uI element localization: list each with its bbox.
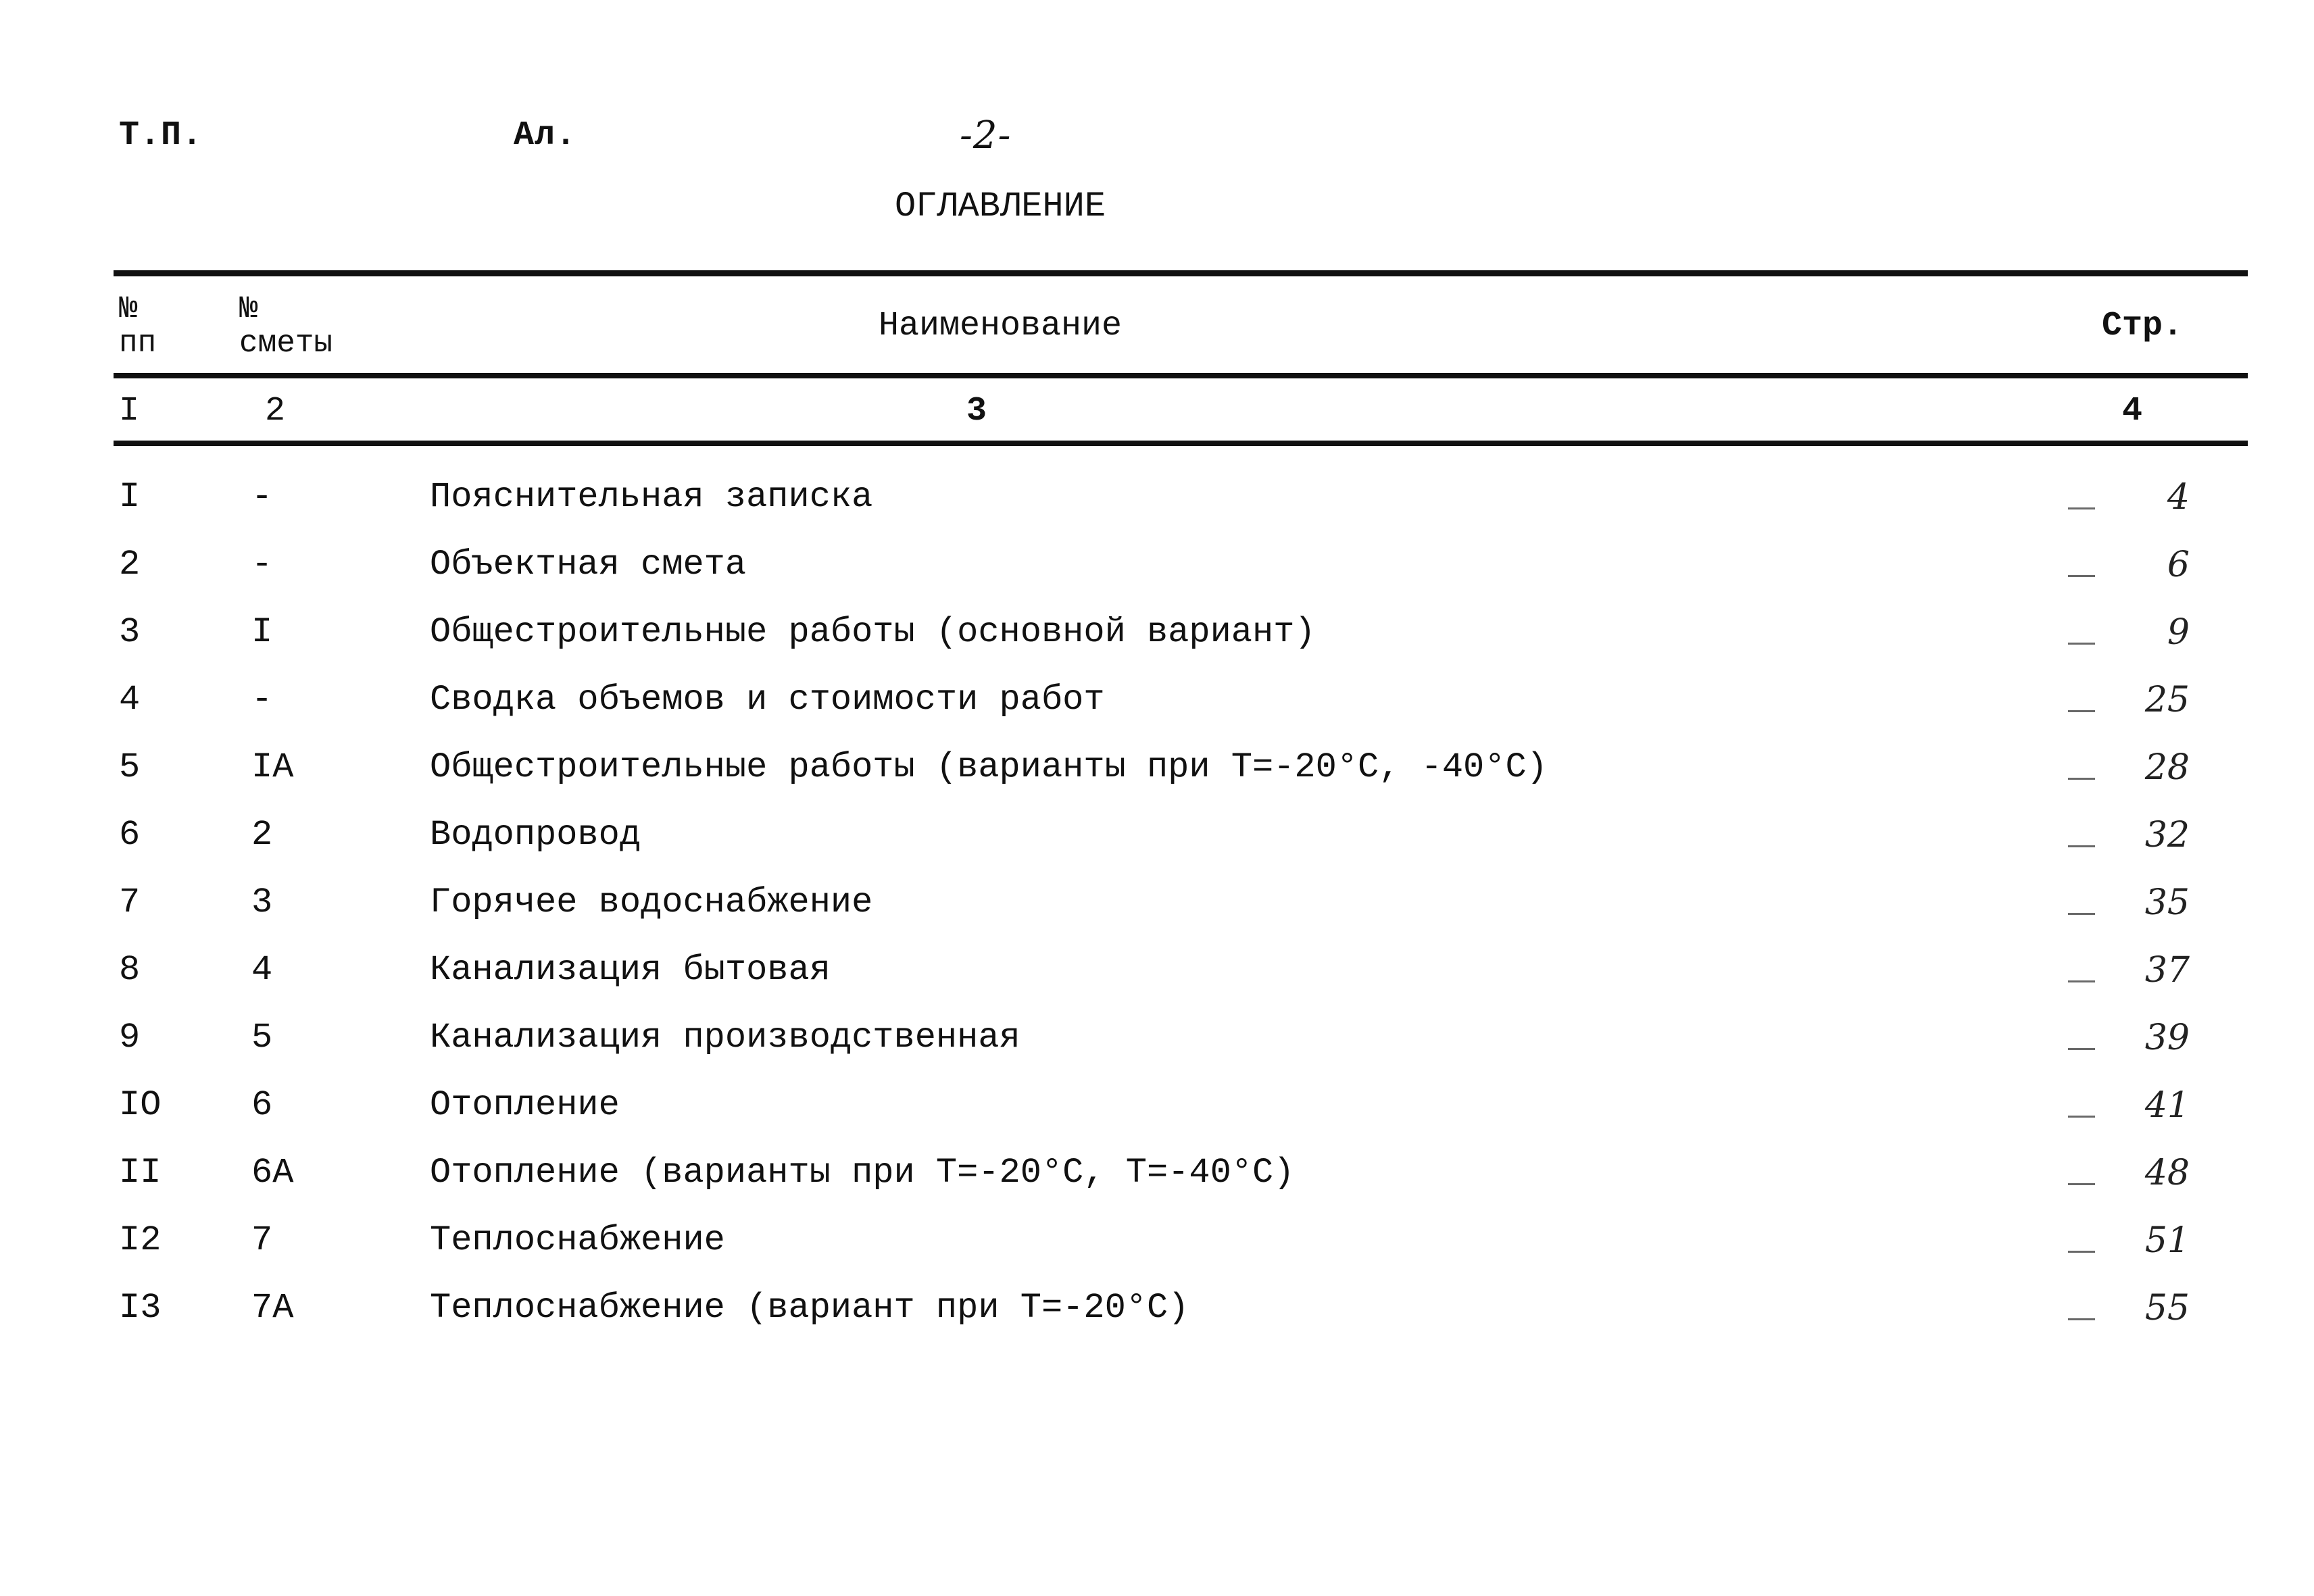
header-page-number: -2- [960, 114, 1012, 157]
row-page: 37 [2054, 950, 2190, 991]
column-number-4: 4 [2122, 392, 2143, 430]
row-number: 9 [119, 1018, 141, 1057]
row-title: Теплоснабжение (вариант при Т=-20°С) [430, 1288, 1189, 1328]
header-album: Ал. [514, 116, 577, 155]
row-estimate-number: 6A [251, 1153, 294, 1193]
row-title: Пояснительная записка [430, 477, 873, 517]
row-estimate-number: 4 [251, 950, 273, 990]
table-row [0, 747, 2314, 808]
row-number: 6 [119, 815, 141, 855]
table-row [0, 1153, 2314, 1214]
row-estimate-number: IA [251, 747, 294, 787]
table-row [0, 815, 2314, 876]
table-row [0, 950, 2314, 1011]
column-header-estimate-line2: сметы [239, 325, 333, 361]
row-page: 32 [2054, 815, 2190, 855]
row-estimate-number: 6 [251, 1085, 273, 1125]
row-page: 28 [2054, 747, 2190, 788]
row-page: 41 [2054, 1085, 2190, 1126]
row-number: 8 [119, 950, 141, 990]
row-page: 4 [2054, 477, 2190, 518]
table-body-rule [114, 441, 2248, 446]
row-estimate-number: 5 [251, 1018, 273, 1057]
row-page: 39 [2054, 1018, 2190, 1058]
row-estimate-number: 2 [251, 815, 273, 855]
row-title: Теплоснабжение [430, 1220, 725, 1260]
table-row [0, 882, 2314, 943]
document-title: ОГЛАВЛЕНИЕ [894, 186, 1106, 226]
row-number: IO [119, 1085, 162, 1125]
row-page: 35 [2054, 882, 2190, 923]
row-number: I2 [119, 1220, 162, 1260]
row-estimate-number: 3 [251, 882, 273, 922]
table-row [0, 680, 2314, 741]
column-number-2: 2 [265, 392, 286, 430]
table-top-rule [114, 270, 2248, 276]
header-project-code: Т.П. [119, 116, 203, 155]
column-header-no-line2: пп [119, 325, 157, 361]
table-row [0, 545, 2314, 605]
column-header-name: Наименование [878, 307, 1123, 345]
row-estimate-number: - [251, 477, 273, 517]
column-header-page: Стр. [2102, 307, 2184, 345]
row-number: I3 [119, 1288, 162, 1328]
table-row [0, 1018, 2314, 1078]
row-title: Канализация производственная [430, 1018, 1020, 1057]
table-row [0, 477, 2314, 538]
column-header-no [119, 292, 156, 360]
row-number: I [119, 477, 141, 517]
row-page: 25 [2054, 680, 2190, 720]
column-header-estimate [239, 292, 333, 360]
row-number: 7 [119, 882, 141, 922]
row-estimate-number: - [251, 545, 273, 584]
row-title: Канализация бытовая [430, 950, 831, 990]
row-title: Общестроительные работы (варианты при Т=-20°С, -40°С) [430, 747, 1548, 787]
table-row [0, 612, 2314, 673]
column-number-1: I [119, 392, 140, 430]
row-title: Отопление [430, 1085, 620, 1125]
row-number: 5 [119, 747, 141, 787]
table-row [0, 1220, 2314, 1281]
row-title: Отопление (варианты при Т=-20°С, Т=-40°С) [430, 1153, 1295, 1193]
row-number: II [119, 1153, 162, 1193]
row-title: Горячее водоснабжение [430, 882, 873, 922]
row-title: Сводка объемов и стоимости работ [430, 680, 1105, 720]
row-title: Общестроительные работы (основной вариант) [430, 612, 1316, 652]
row-number: 2 [119, 545, 141, 584]
column-header-estimate-line1: № [239, 291, 258, 326]
row-estimate-number: 7A [251, 1288, 294, 1328]
row-number: 3 [119, 612, 141, 652]
row-page: 6 [2054, 545, 2190, 585]
row-estimate-number: 7 [251, 1220, 273, 1260]
table-row [0, 1085, 2314, 1146]
row-estimate-number: I [251, 612, 273, 652]
row-page: 51 [2054, 1220, 2190, 1261]
row-page: 55 [2054, 1288, 2190, 1328]
row-page: 48 [2054, 1153, 2190, 1193]
column-number-3: 3 [966, 392, 987, 430]
row-estimate-number: - [251, 680, 273, 720]
row-title: Водопровод [430, 815, 641, 855]
table-row [0, 1288, 2314, 1349]
row-number: 4 [119, 680, 141, 720]
row-title: Объектная смета [430, 545, 747, 584]
table-header-rule [114, 373, 2248, 378]
row-page: 9 [2054, 612, 2190, 653]
column-header-no-line1: № [119, 291, 138, 326]
